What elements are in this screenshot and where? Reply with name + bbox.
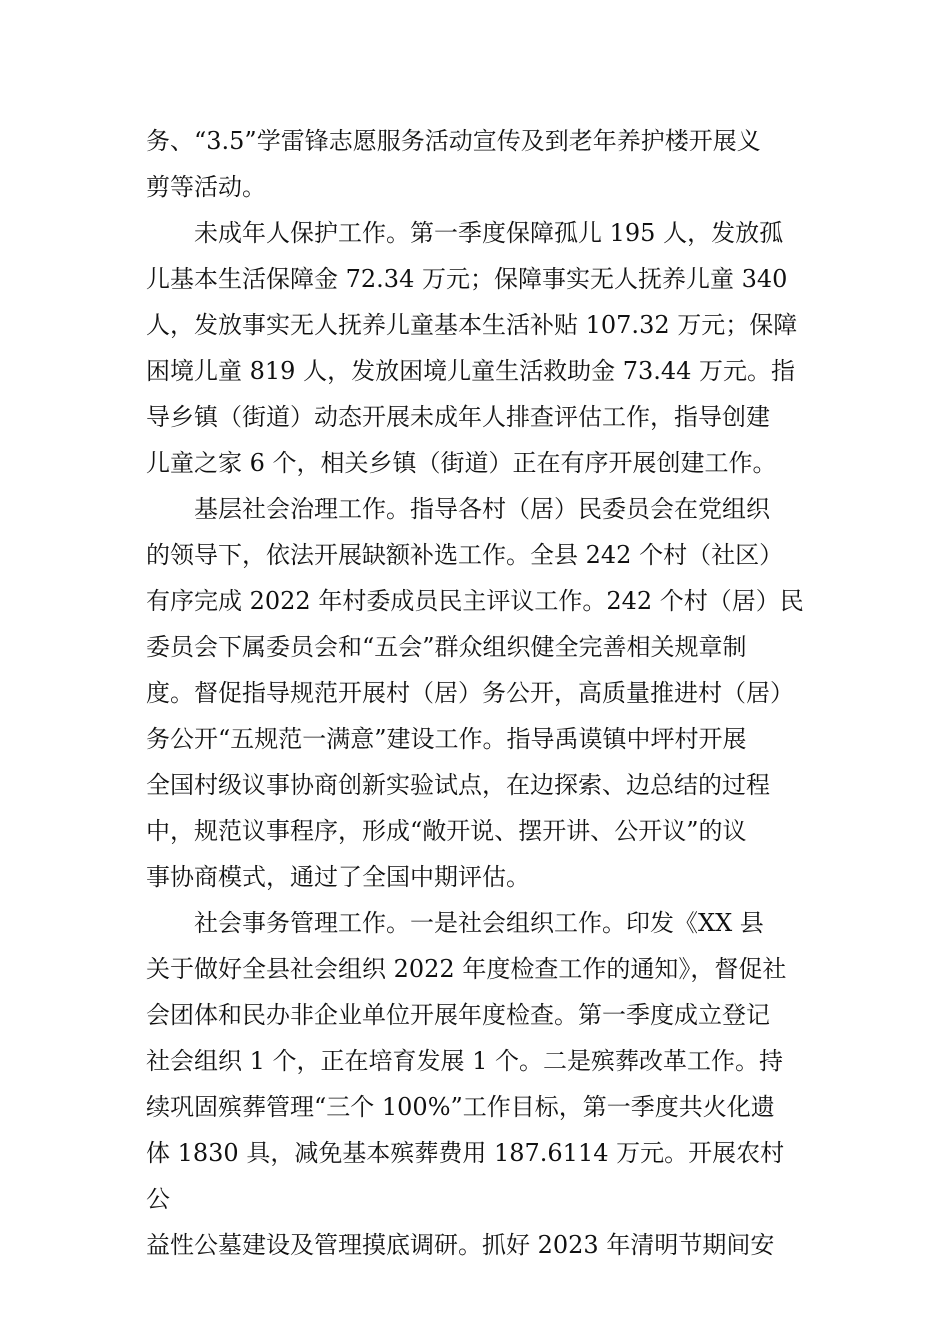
text-line: 儿基本生活保障金 72.34 万元；保障事实无人抚养儿童 340 (146, 265, 788, 293)
text-line: 度。督促指导规范开展村（居）务公开，高质量推进村（居） (146, 679, 794, 707)
text-line: 关于做好全县社会组织 2022 年度检查工作的通知》，督促社 (146, 955, 787, 983)
text-line: 委员会下属委员会和“五会”群众组织健全完善相关规章制 (146, 633, 747, 661)
text-line: 公 (146, 1185, 170, 1213)
text-line: 益性公墓建设及管理摸底调研。抓好 2023 年清明节期间安 (146, 1231, 775, 1259)
text-line: 会团体和民办非企业单位开展年度检查。第一季度成立登记 (146, 1001, 770, 1029)
text-line: 务、“3.5”学雷锋志愿服务活动宣传及到老年养护楼开展义 (146, 127, 761, 155)
text-line: 务公开“五规范一满意”建设工作。指导禹谟镇中坪村开展 (146, 725, 747, 753)
text-line: 困境儿童 819 人，发放困境儿童生活救助金 73.44 万元。指 (146, 357, 796, 385)
text-line: 续巩固殡葬管理“三个 100%”工作目标，第一季度共火化遗 (146, 1093, 775, 1121)
text-line: 剪等活动。 (146, 173, 266, 201)
paragraph-start-line: 社会事务管理工作。一是社会组织工作。印发《XX 县 (194, 909, 764, 937)
paragraph-start-line: 未成年人保护工作。第一季度保障孤儿 195 人，发放孤 (194, 219, 784, 247)
paragraph-start-line: 基层社会治理工作。指导各村（居）民委员会在党组织 (194, 495, 770, 523)
body-text (146, 118, 826, 1268)
text-line: 社会组织 1 个，正在培育发展 1 个。二是殡葬改革工作。持 (146, 1047, 784, 1075)
text-line: 体 1830 具，减免基本殡葬费用 187.6114 万元。开展农村 (146, 1139, 785, 1167)
text-line: 有序完成 2022 年村委成员民主评议工作。242 个村（居）民 (146, 587, 804, 615)
text-line: 人，发放事实无人抚养儿童基本生活补贴 107.32 万元；保障 (146, 311, 798, 339)
text-line: 儿童之家 6 个，相关乡镇（街道）正在有序开展创建工作。 (146, 449, 777, 477)
text-line: 导乡镇（街道）动态开展未成年人排查评估工作，指导创建 (146, 403, 770, 431)
text-line: 中，规范议事程序，形成“敞开说、摆开讲、公开议”的议 (146, 817, 747, 845)
text-line: 全国村级议事协商创新实验试点，在边探索、边总结的过程 (146, 771, 770, 799)
text-line: 事协商模式，通过了全国中期评估。 (146, 863, 530, 891)
text-line: 的领导下，依法开展缺额补选工作。全县 242 个村（社区） (146, 541, 784, 569)
